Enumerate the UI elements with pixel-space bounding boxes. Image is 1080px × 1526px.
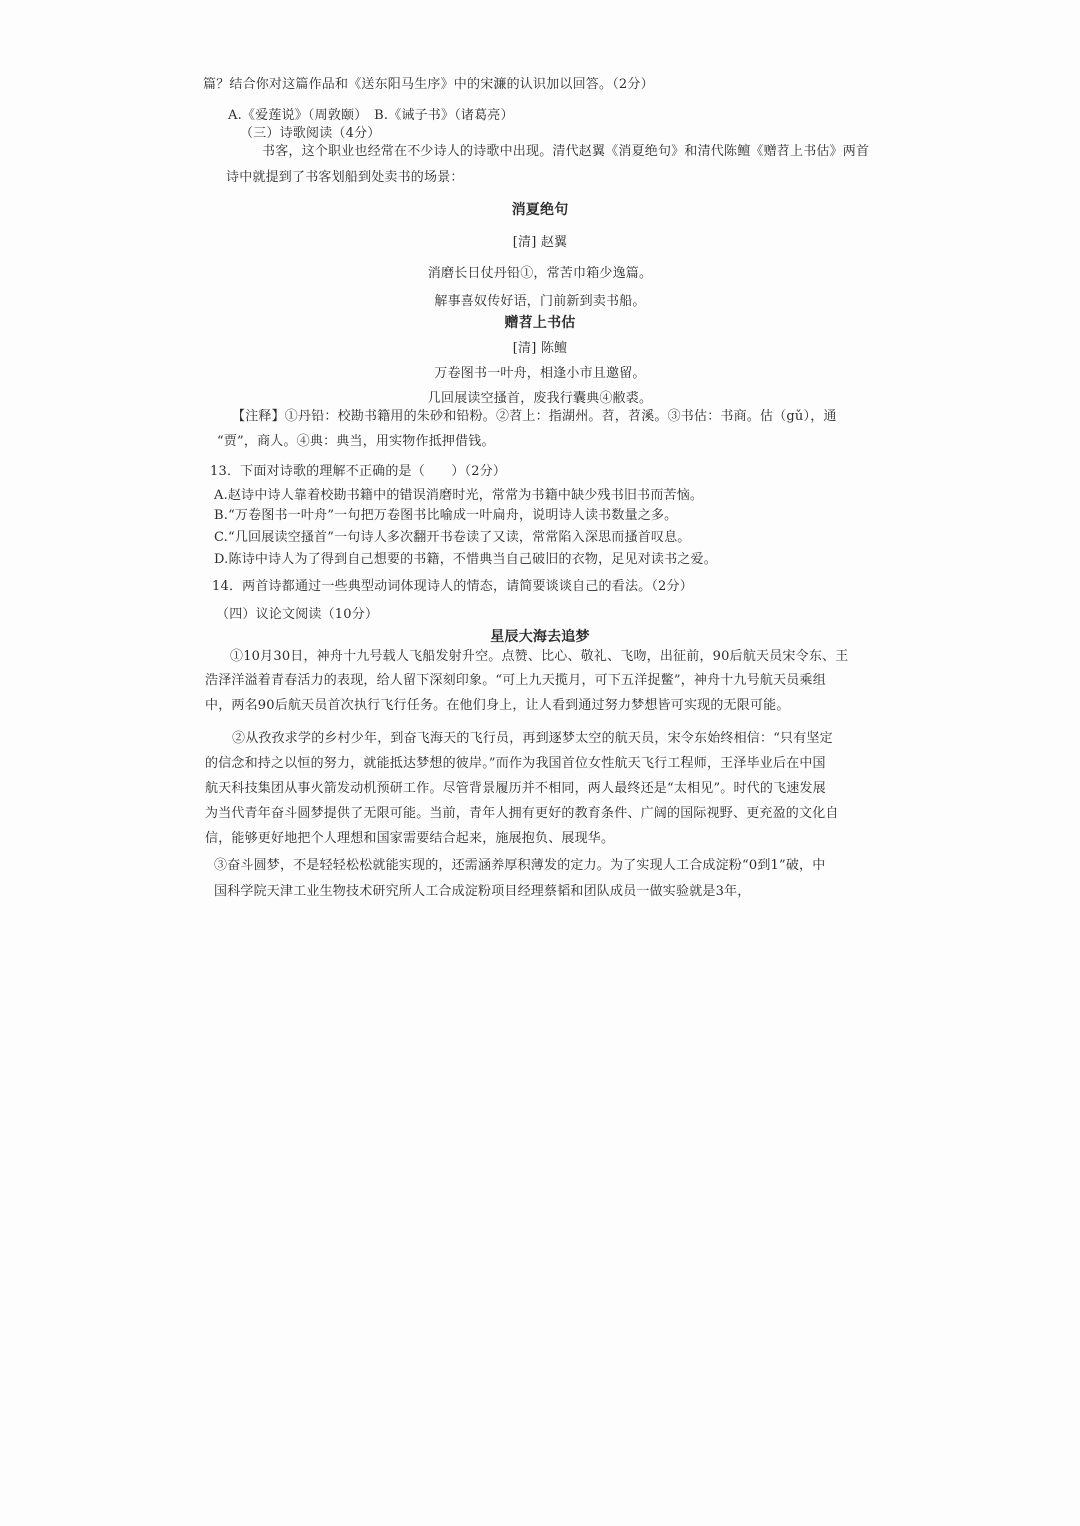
question-13-stem: 13．下面对诗歌的理解不正确的是（ ）（2分） bbox=[210, 464, 507, 479]
question-13-option-d: D.陈诗中诗人为了得到自己想要的书籍，不惜典当自己破旧的衣物，足见对读书之爱。 bbox=[214, 552, 717, 567]
poem-notes-line-1: 【注释】①丹铅：校勘书籍用的朱砂和铅粉。②苕上：指湖州。苕，苕溪。③书估：书商。估（gǔ），通 bbox=[232, 409, 837, 424]
question-13-option-b: B.“万卷图书一叶舟”一句把万卷图书比喻成一叶扁舟，说明诗人读书数量之多。 bbox=[214, 508, 678, 523]
poetry-intro-line-1: 书客，这个职业也经常在不少诗人的诗歌中出现。清代赵翼《消夏绝句》和清代陈鳣《赠苕上书估》两首 bbox=[262, 144, 870, 159]
essay-p1-line-2: 浩泽洋溢着青春活力的表现，给人留下深刻印象。“可上九天揽月，可下五洋捉鳖”，神舟十九号航天员乘组 bbox=[205, 673, 826, 688]
poetry-intro-line-2: 诗中就提到了书客划船到处卖书的场景： bbox=[226, 170, 464, 185]
question-options: A.《爱莲说》（周敦颐） B.《诫子书》（诸葛亮） bbox=[228, 108, 514, 123]
question-13-option-a: A.赵诗中诗人靠着校勘书籍中的错误消磨时光，常常为书籍中缺少残书旧书而苦恼。 bbox=[214, 488, 704, 503]
essay-p2-line-1: ②从孜孜求学的乡村少年，到奋飞海天的飞行员，再到逐梦太空的航天员，宋令东始终相信：“只有坚定 bbox=[232, 731, 833, 746]
question-13-option-c: C.“几回展读空搔首”一句诗人多次翻开书卷读了又读，常常陷入深思而搔首叹息。 bbox=[214, 530, 691, 545]
question-14-stem: 14．两首诗都通过一些典型动词体现诗人的情态，请简要谈谈自己的看法。（2分） bbox=[212, 579, 693, 594]
poem-2-author: [清] 陈鳣 bbox=[512, 341, 568, 356]
poem-2-line-1: 万卷图书一叶舟，相逢小市且邀留。 bbox=[434, 366, 646, 381]
essay-p1-line-1: ①10月30日，神舟十九号载人飞船发射升空。点赞、比心、敬礼、飞吻，出征前，90后航天员宋令东、王 bbox=[230, 649, 849, 664]
section-heading-argument: （四）议论文阅读（10分） bbox=[216, 607, 379, 622]
essay-p3-line-2: 国科学院天津工业生物技术研究所人工合成淀粉项目经理蔡韬和团队成员一做实验就是3年， bbox=[214, 884, 751, 899]
question-tail: 篇？结合你对这篇作品和《送东阳马生序》中的宋濂的认识加以回答。（2分） bbox=[203, 77, 654, 92]
poem-1-title: 消夏绝句 bbox=[511, 202, 569, 218]
essay-p3-line-1: ③奋斗圆梦，不是轻轻松松就能实现的，还需涵养厚积薄发的定力。为了实现人工合成淀粉“0到1”破，中 bbox=[214, 858, 826, 873]
essay-p2-line-5: 信，能够更好地把个人理想和国家需要结合起来，施展抱负、展现华。 bbox=[205, 831, 615, 846]
poem-2-line-2: 几回展读空搔首，废我行囊典④敝裘。 bbox=[427, 391, 653, 406]
essay-p2-line-3: 航天科技集团从事火箭发动机预研工作。尽管背景履历并不相同，两人最终还是“太相见”。时代的飞速发展 bbox=[205, 781, 826, 796]
poem-1-author: [清] 赵翼 bbox=[512, 235, 568, 250]
poem-2-title: 赠苕上书估 bbox=[504, 315, 576, 331]
section-heading-poetry: （三）诗歌阅读（4分） bbox=[240, 126, 381, 141]
poem-notes-line-2: “贾”，商人。④典：典当，用实物作抵押借钱。 bbox=[217, 434, 495, 449]
essay-p2-line-2: 的信念和持之以恒的努力，就能抵达梦想的彼岸。”而作为我国首位女性航天飞行工程师，王泽毕业后在中国 bbox=[205, 756, 826, 771]
poem-1-line-1: 消磨长日仗丹铅①，常苦巾箱少逸篇。 bbox=[427, 266, 653, 281]
poem-1-line-2: 解事喜奴传好语，门前新到卖书船。 bbox=[434, 294, 646, 309]
essay-p1-line-3: 中，两名90后航天员首次执行飞行任务。在他们身上，让人看到通过努力梦想皆可实现的无限可能。 bbox=[205, 698, 790, 713]
essay-p2-line-4: 为当代青年奋斗圆梦提供了无限可能。当前，青年人拥有更好的教育条件、广阔的国际视野、更充盈的文化自 bbox=[205, 806, 839, 821]
essay-title: 星辰大海去追梦 bbox=[490, 629, 590, 645]
